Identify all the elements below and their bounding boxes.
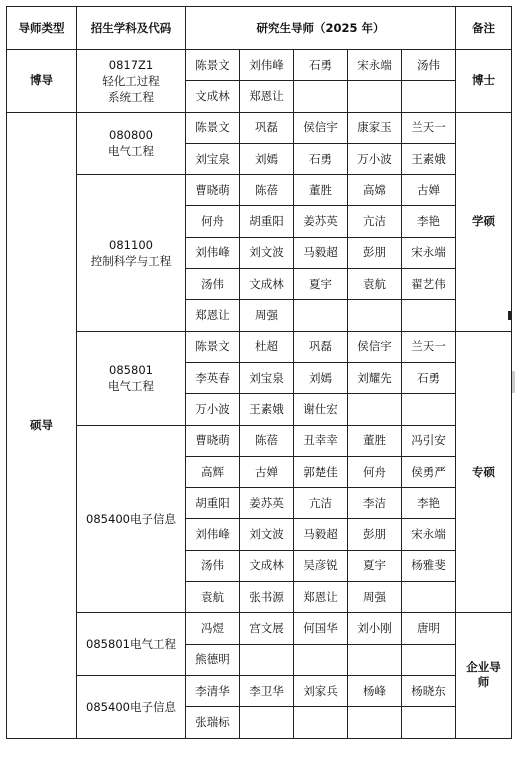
supervisor-name: 张书源 bbox=[240, 582, 294, 613]
table-row bbox=[7, 112, 512, 143]
supervisor-name: 文成林 bbox=[240, 269, 294, 300]
supervisor-name bbox=[348, 81, 402, 112]
supervisor-name: 吴彦锐 bbox=[294, 550, 348, 581]
supervisor-name: 万小波 bbox=[348, 143, 402, 174]
header-row bbox=[7, 7, 512, 50]
supervisor-name bbox=[348, 707, 402, 738]
supervisor-name: 夏宇 bbox=[348, 550, 402, 581]
supervisor-name: 亢洁 bbox=[348, 206, 402, 237]
supervisor-name: 杨雅斐 bbox=[402, 550, 456, 581]
supervisor-name: 曹晓萌 bbox=[186, 425, 240, 456]
supervisor-name: 亢洁 bbox=[294, 488, 348, 519]
supervisor-name: 姜苏英 bbox=[240, 488, 294, 519]
table-row bbox=[7, 675, 512, 706]
supervisor-name: 曹晓萌 bbox=[186, 175, 240, 206]
supervisor-name: 古婵 bbox=[402, 175, 456, 206]
type-cell: 硕导 bbox=[7, 112, 77, 738]
supervisor-name: 刘小刚 bbox=[348, 613, 402, 644]
supervisor-name: 石勇 bbox=[294, 143, 348, 174]
supervisor-name: 张瑞标 bbox=[186, 707, 240, 738]
supervisor-name: 何国华 bbox=[294, 613, 348, 644]
supervisor-name: 冯引安 bbox=[402, 425, 456, 456]
supervisor-name: 古婵 bbox=[240, 456, 294, 487]
supervisor-name: 侯信宇 bbox=[348, 331, 402, 362]
supervisor-name: 何舟 bbox=[348, 456, 402, 487]
supervisor-name: 陈蓓 bbox=[240, 175, 294, 206]
supervisor-name: 彭朋 bbox=[348, 519, 402, 550]
subject-cell: 081100 控制科学与工程 bbox=[77, 175, 186, 331]
supervisor-name: 冯煜 bbox=[186, 613, 240, 644]
table-row bbox=[7, 331, 512, 362]
subject-cell: 085400电子信息 bbox=[77, 425, 186, 613]
supervisor-name bbox=[294, 644, 348, 675]
supervisor-name: 陈景文 bbox=[186, 112, 240, 143]
subject-cell: 0817Z1 轻化工过程 系统工程 bbox=[77, 50, 186, 113]
supervisor-name: 胡重阳 bbox=[240, 206, 294, 237]
supervisor-name bbox=[348, 644, 402, 675]
supervisor-name: 周强 bbox=[348, 582, 402, 613]
supervisor-name: 翟艺伟 bbox=[402, 269, 456, 300]
supervisor-name: 董胜 bbox=[294, 175, 348, 206]
supervisor-name bbox=[402, 644, 456, 675]
supervisor-name: 宋永端 bbox=[348, 50, 402, 81]
supervisor-name: 李洁 bbox=[348, 488, 402, 519]
table-row bbox=[7, 613, 512, 644]
subject-cell: 085801 电气工程 bbox=[77, 331, 186, 425]
supervisor-name bbox=[348, 394, 402, 425]
supervisor-name: 胡重阳 bbox=[186, 488, 240, 519]
edge-scroll-mark bbox=[512, 371, 515, 393]
supervisor-name: 石勇 bbox=[294, 50, 348, 81]
note-cell: 博士 bbox=[456, 50, 512, 113]
header-supervisors: 研究生导师（2025 年） bbox=[186, 7, 456, 50]
note-cell: 专硕 bbox=[456, 331, 512, 613]
supervisor-name: 夏宇 bbox=[294, 269, 348, 300]
supervisor-name: 李艳 bbox=[402, 206, 456, 237]
table-row bbox=[7, 175, 512, 206]
supervisor-name bbox=[402, 582, 456, 613]
supervisor-name: 刘文波 bbox=[240, 237, 294, 268]
supervisor-name: 谢仕宏 bbox=[294, 394, 348, 425]
supervisor-name: 陈蓓 bbox=[240, 425, 294, 456]
header-subject: 招生学科及代码 bbox=[77, 7, 186, 50]
supervisor-name: 郑恩让 bbox=[240, 81, 294, 112]
edge-mark bbox=[508, 311, 511, 320]
supervisor-name: 郑恩让 bbox=[186, 300, 240, 331]
supervisor-name: 刘嫣 bbox=[240, 143, 294, 174]
supervisor-name: 刘耀先 bbox=[348, 362, 402, 393]
supervisor-name: 熊德明 bbox=[186, 644, 240, 675]
supervisor-name: 杨峰 bbox=[348, 675, 402, 706]
table-row bbox=[7, 50, 512, 81]
supervisor-name bbox=[294, 707, 348, 738]
supervisor-name bbox=[402, 394, 456, 425]
supervisor-name: 刘伟峰 bbox=[186, 237, 240, 268]
supervisor-name: 刘家兵 bbox=[294, 675, 348, 706]
supervisor-name: 李英春 bbox=[186, 362, 240, 393]
supervisor-name: 康家玉 bbox=[348, 112, 402, 143]
supervisor-name: 高辉 bbox=[186, 456, 240, 487]
supervisor-name: 袁航 bbox=[348, 269, 402, 300]
supervisor-name: 姜苏英 bbox=[294, 206, 348, 237]
supervisor-name bbox=[402, 300, 456, 331]
supervisor-name: 侯信宇 bbox=[294, 112, 348, 143]
supervisor-name bbox=[240, 707, 294, 738]
note-cell: 学硕 bbox=[456, 112, 512, 331]
supervisor-name: 刘宝泉 bbox=[240, 362, 294, 393]
supervisor-name: 宋永端 bbox=[402, 519, 456, 550]
supervisor-name: 陈景文 bbox=[186, 331, 240, 362]
supervisor-name: 汤伟 bbox=[186, 550, 240, 581]
supervisor-name bbox=[294, 300, 348, 331]
supervisor-name: 侯勇严 bbox=[402, 456, 456, 487]
supervisor-name: 汤伟 bbox=[186, 269, 240, 300]
table-row bbox=[7, 425, 512, 456]
supervisor-name: 兰天一 bbox=[402, 112, 456, 143]
supervisor-name: 杨晓东 bbox=[402, 675, 456, 706]
header-note: 备注 bbox=[456, 7, 512, 50]
supervisor-name bbox=[348, 300, 402, 331]
supervisor-name: 唐明 bbox=[402, 613, 456, 644]
supervisor-name: 马毅超 bbox=[294, 519, 348, 550]
supervisor-name: 文成林 bbox=[186, 81, 240, 112]
supervisor-name: 万小波 bbox=[186, 394, 240, 425]
supervisor-name: 兰天一 bbox=[402, 331, 456, 362]
subject-cell: 080800 电气工程 bbox=[77, 112, 186, 175]
supervisor-name: 彭朋 bbox=[348, 237, 402, 268]
type-cell: 博导 bbox=[7, 50, 77, 113]
supervisor-name: 巩磊 bbox=[240, 112, 294, 143]
supervisor-name: 王素娥 bbox=[402, 143, 456, 174]
supervisor-name bbox=[402, 81, 456, 112]
supervisor-name: 王素娥 bbox=[240, 394, 294, 425]
supervisor-name: 宫文展 bbox=[240, 613, 294, 644]
supervisor-name: 刘宝泉 bbox=[186, 143, 240, 174]
supervisor-name: 董胜 bbox=[348, 425, 402, 456]
supervisor-name: 李卫华 bbox=[240, 675, 294, 706]
note-cell: 企业导 师 bbox=[456, 613, 512, 738]
supervisor-table bbox=[6, 6, 512, 739]
supervisor-name: 袁航 bbox=[186, 582, 240, 613]
supervisor-name: 宋永端 bbox=[402, 237, 456, 268]
supervisor-name bbox=[402, 707, 456, 738]
supervisor-name: 刘文波 bbox=[240, 519, 294, 550]
supervisor-name: 李艳 bbox=[402, 488, 456, 519]
supervisor-name: 郭楚佳 bbox=[294, 456, 348, 487]
supervisor-name bbox=[294, 81, 348, 112]
supervisor-name: 汤伟 bbox=[402, 50, 456, 81]
header-type: 导师类型 bbox=[7, 7, 77, 50]
supervisor-name: 杜超 bbox=[240, 331, 294, 362]
supervisor-name: 刘嫣 bbox=[294, 362, 348, 393]
supervisor-name: 高嫦 bbox=[348, 175, 402, 206]
supervisor-name: 陈景文 bbox=[186, 50, 240, 81]
supervisor-name: 刘伟峰 bbox=[186, 519, 240, 550]
supervisor-name: 李清华 bbox=[186, 675, 240, 706]
supervisor-name: 丑幸幸 bbox=[294, 425, 348, 456]
supervisor-name: 巩磊 bbox=[294, 331, 348, 362]
subject-cell: 085400电子信息 bbox=[77, 675, 186, 738]
supervisor-name: 郑恩让 bbox=[294, 582, 348, 613]
supervisor-name: 文成林 bbox=[240, 550, 294, 581]
supervisor-name: 刘伟峰 bbox=[240, 50, 294, 81]
supervisor-name: 周强 bbox=[240, 300, 294, 331]
supervisor-name bbox=[240, 644, 294, 675]
supervisor-name: 马毅超 bbox=[294, 237, 348, 268]
subject-cell: 085801电气工程 bbox=[77, 613, 186, 676]
supervisor-name: 石勇 bbox=[402, 362, 456, 393]
supervisor-name: 何舟 bbox=[186, 206, 240, 237]
